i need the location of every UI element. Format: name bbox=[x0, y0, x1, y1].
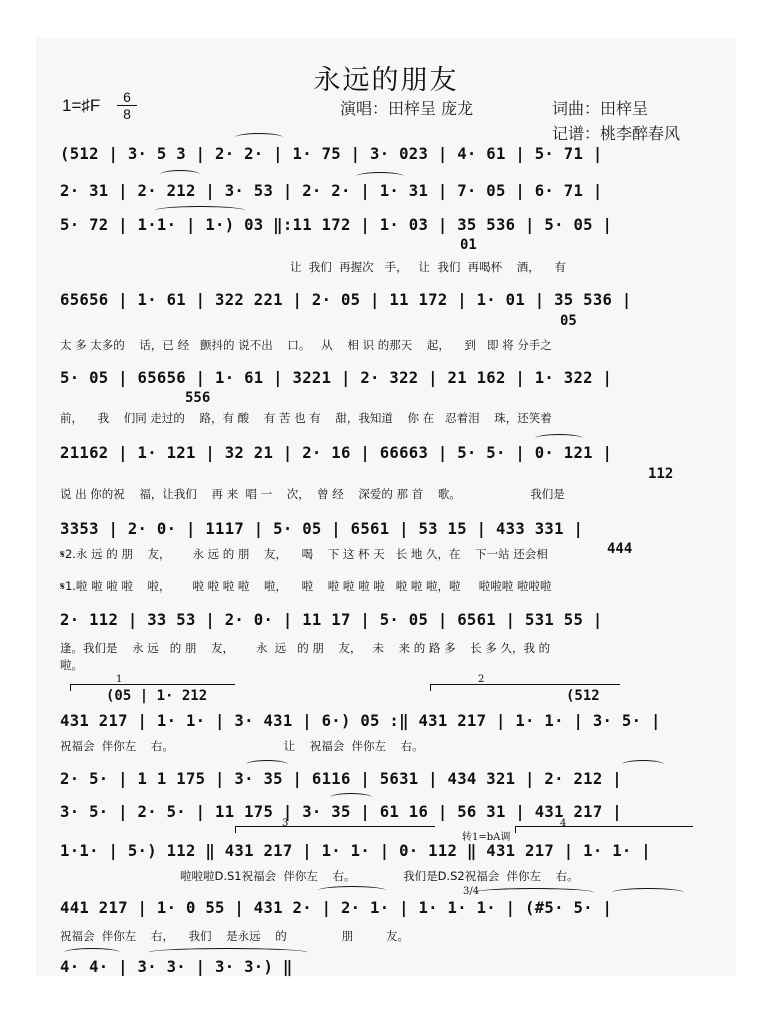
tie-arc bbox=[148, 948, 308, 957]
ending-2-pickup: (512 bbox=[566, 688, 600, 704]
lyrics-line-7-verse1: 𝄋1.啦 啦 啦 啦 啦， 啦 啦 啦 啦 啦， 啦 啦 啦 啦 啦 啦 啦 啦，啦 啦啦啦 啦啦啦 bbox=[60, 579, 552, 593]
lyricist-composer-credit: 词曲：田梓呈 bbox=[552, 99, 649, 118]
tie-arc bbox=[246, 760, 288, 769]
transcriber-credit: 记谱：桃李醉春风 bbox=[552, 124, 681, 143]
song-title: 永远的朋友 bbox=[313, 65, 459, 96]
score-line-12: 1·1· | 5·) 112 ‖ 431 217 | 1· 1· | 0· 112 ‖ 431 217 | 1· 1· | bbox=[60, 842, 651, 860]
time-sig-bottom: 8 bbox=[123, 106, 131, 122]
lyrics-line-7-verse2: 𝄋2.永 远 的 朋 友， 永 远 的 朋 友， 喝 下 这 杯 天 长 地 久，在 下一站 还会相 bbox=[60, 547, 548, 561]
lyrics-line-8-extra: 啦。 bbox=[60, 658, 83, 672]
score-line-14: 4· 4· | 3· 3· | 3· 3·) ‖ bbox=[60, 958, 293, 976]
lyrics-line-8: 逢。我们是 永 远 的 朋 友， 永 远 的 朋 友， 未 来 的 路 多 长 多 久，我 的 bbox=[60, 641, 551, 655]
tie-arc bbox=[622, 760, 664, 769]
tie-arc bbox=[330, 793, 372, 802]
modulation-mark: 转1=bA调 bbox=[462, 832, 511, 843]
score-line-11: 3· 5· | 2· 5· | 11 175 | 3· 35 | 61 16 | 56 31 | 431 217 | bbox=[60, 803, 622, 821]
tie-arc bbox=[235, 133, 283, 142]
lyrics-line-9: 祝福会 伴你左 右。 让 祝福会 伴你左 右。 bbox=[60, 739, 424, 753]
time-signature bbox=[117, 90, 137, 121]
key-signature: 1=♯F bbox=[62, 96, 101, 115]
ending-4-number: 4 bbox=[560, 818, 567, 829]
tie-arc bbox=[160, 170, 200, 179]
lyrics-line-13: 祝福会 伴你左 右， 我们 是永远 的 朋 友。 bbox=[60, 929, 410, 943]
tie-arc bbox=[64, 948, 120, 957]
score-line-3: 5· 72 | 1·1· | 1·) 03 ‖:11 172 | 1· 03 | 35 536 | 5· 05 | bbox=[60, 216, 613, 234]
ending-2-number: 2 bbox=[478, 674, 485, 685]
score-line-7: 3353 | 2· 0· | 1117 | 5· 05 | 6561 | 53 15 | 433 331 | bbox=[60, 520, 584, 538]
score-line-6-harmony: 112 bbox=[648, 466, 674, 482]
score-line-7-harmony: 444 bbox=[607, 541, 633, 557]
lyrics-line-12: 啦啦啦D.S1祝福会 伴你左 右。 我们是D.S2祝福会 伴你左 右。 bbox=[180, 869, 579, 883]
lyrics-line-5: 前， 我 们同 走过的 路，有 酸 有 苦 也 有 甜，我知道 你 在 忍着泪 珠，还笑着 bbox=[60, 411, 552, 425]
lyrics-line-3: 让 我们 再握次 手， 让 我们 再喝杯 酒， 有 bbox=[290, 260, 566, 274]
ending-bracket-1 bbox=[70, 684, 235, 685]
tie-arc bbox=[155, 206, 245, 215]
score-line-5: 5· 05 | 65656 | 1· 61 | 3221 | 2· 322 | 21 162 | 1· 322 | bbox=[60, 369, 613, 387]
time-sig-top: 6 bbox=[123, 89, 131, 105]
ending-bracket-2 bbox=[430, 684, 620, 685]
ending-1-number: 1 bbox=[116, 674, 123, 685]
score-line-4-harmony: 05 bbox=[560, 313, 577, 329]
ending-bracket-4 bbox=[515, 826, 693, 827]
score-line-9: 431 217 | 1· 1· | 3· 431 | 6·) 05 :‖ 431 217 | 1· 1· | 3· 5· | bbox=[60, 712, 661, 730]
lyrics-line-4: 太 多 太多的 话，已 经 颤抖的 说不出 口。 从 相 识 的那天 起， 到 即 将 分手之 bbox=[60, 338, 552, 352]
score-line-3-harmony: 01 bbox=[460, 237, 477, 253]
score-line-10: 2· 5· | 1 1 175 | 3· 35 | 6116 | 5631 | 434 321 | 2· 212 | bbox=[60, 770, 622, 788]
tie-arc bbox=[474, 888, 594, 897]
tie-arc bbox=[318, 886, 386, 895]
lyrics-line-6: 说 出 你的祝 福，让我们 再 来 唱 一 次， 曾 经 深爱的 那 首 歌。 我们是 bbox=[60, 487, 565, 501]
score-line-13: 441 217 | 1· 0 55 | 431 2· | 2· 1· | 1· 1· 1· | (#5· 5· | bbox=[60, 899, 613, 917]
ending-3-number: 3 bbox=[282, 818, 289, 829]
tie-arc bbox=[612, 888, 684, 897]
tie-arc bbox=[535, 434, 583, 443]
score-line-6: 21162 | 1· 121 | 32 21 | 2· 16 | 66663 | 5· 5· | 0· 121 | bbox=[60, 444, 613, 462]
score-line-4: 65656 | 1· 61 | 322 221 | 2· 05 | 11 172 | 1· 01 | 35 536 | bbox=[60, 291, 632, 309]
ending-bracket-3 bbox=[235, 826, 435, 827]
tie-arc bbox=[356, 172, 404, 181]
score-line-8: 2· 112 | 33 53 | 2· 0· | 11 17 | 5· 05 | 6561 | 531 55 | bbox=[60, 611, 603, 629]
singer-credit: 演唱：田梓呈 庞龙 bbox=[340, 99, 474, 118]
time-change-mark: 3/4 bbox=[463, 886, 480, 897]
ending-1-pickup: (05 | 1· 212 bbox=[106, 688, 208, 704]
score-line-2: 2· 31 | 2· 212 | 3· 53 | 2· 2· | 1· 31 | 7· 05 | 6· 71 | bbox=[60, 182, 603, 200]
score-line-5-harmony: 556 bbox=[185, 390, 211, 406]
score-line-1: (512 | 3· 5 3 | 2· 2· | 1· 75 | 3· 023 | 4· 61 | 5· 71 | bbox=[60, 145, 603, 163]
